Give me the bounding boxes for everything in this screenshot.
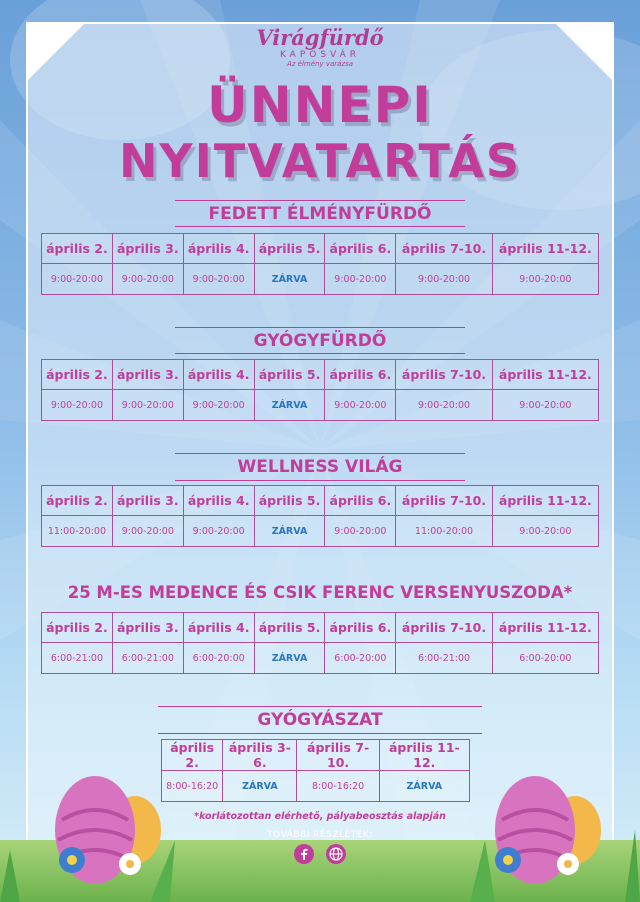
title-line-1: ÜNNEPI xyxy=(207,76,433,134)
day-cell: április 3. xyxy=(112,613,183,643)
schedule-table xyxy=(41,485,599,547)
closed-cell: ZÁRVA xyxy=(379,771,469,802)
hours-cell: 9:00-20:00 xyxy=(112,390,183,421)
section-title: WELLNESS VILÁG xyxy=(237,457,403,477)
hours-cell: 9:00-20:00 xyxy=(492,264,598,295)
day-cell: április 6. xyxy=(325,360,396,390)
day-cell: április 6. xyxy=(325,234,396,264)
day-cell: április 4. xyxy=(183,360,254,390)
divider xyxy=(175,327,465,328)
day-cell: április 5. xyxy=(254,613,325,643)
day-cell: április 3. xyxy=(112,234,183,264)
day-cell: április 7-10. xyxy=(297,740,379,771)
closed-cell: ZÁRVA xyxy=(254,390,325,421)
closed-cell: ZÁRVA xyxy=(254,643,325,674)
hours-cell: 11:00-20:00 xyxy=(42,516,113,547)
social-links xyxy=(0,843,640,864)
hours-cell: 11:00-20:00 xyxy=(396,516,492,547)
closed-cell: ZÁRVA xyxy=(254,264,325,295)
day-cell: április 3. xyxy=(112,360,183,390)
day-cell: április 11-12. xyxy=(492,486,598,516)
day-cell: április 2. xyxy=(42,360,113,390)
hours-cell: 6:00-21:00 xyxy=(396,643,492,674)
day-cell: április 3. xyxy=(112,486,183,516)
day-cell: április 7-10. xyxy=(396,360,492,390)
corner-decoration-left xyxy=(26,22,86,82)
day-cell: április 5. xyxy=(254,360,325,390)
corner-decoration-right xyxy=(554,22,614,82)
closed-cell: ZÁRVA xyxy=(254,516,325,547)
section-title: FEDETT ÉLMÉNYFÜRDŐ xyxy=(208,204,432,224)
hours-cell: 6:00-21:00 xyxy=(42,643,113,674)
more-info-label: TOVÁBBI RÉSZLETEK: xyxy=(267,830,373,840)
hours-cell: 9:00-20:00 xyxy=(42,264,113,295)
day-cell: április 11-12. xyxy=(492,613,598,643)
divider xyxy=(158,706,482,707)
day-cell: április 4. xyxy=(183,613,254,643)
day-cell: április 7-10. xyxy=(396,486,492,516)
section-title: 25 M-ES MEDENCE ÉS CSIK FERENC VERSENYUSZODA* xyxy=(67,583,573,602)
day-cell: április 2. xyxy=(42,486,113,516)
day-cell: április 5. xyxy=(254,486,325,516)
divider xyxy=(175,353,465,354)
hours-cell: 9:00-20:00 xyxy=(396,264,492,295)
title-line-2: NYITVATARTÁS xyxy=(118,134,522,188)
day-cell: április 11-12. xyxy=(492,360,598,390)
day-cell: április 7-10. xyxy=(396,613,492,643)
divider xyxy=(175,453,465,454)
hours-cell: 9:00-20:00 xyxy=(325,264,396,295)
hours-cell: 8:00-16:20 xyxy=(297,771,379,802)
schedule-table xyxy=(41,359,599,421)
hours-cell: 9:00-20:00 xyxy=(112,516,183,547)
divider xyxy=(175,226,465,227)
hours-cell: 6:00-21:00 xyxy=(112,643,183,674)
hours-cell: 9:00-20:00 xyxy=(42,390,113,421)
logo-name: Virágfürdő xyxy=(256,25,384,50)
day-cell: április 2. xyxy=(162,740,223,771)
day-cell: április 6. xyxy=(325,486,396,516)
hours-cell: 8:00-16:20 xyxy=(162,771,223,802)
day-cell: április 11-12. xyxy=(379,740,469,771)
facebook-icon[interactable] xyxy=(294,844,314,864)
schedule-table xyxy=(161,739,470,802)
divider xyxy=(175,200,465,201)
section-title: GYÓGYÁSZAT xyxy=(257,710,383,730)
hours-cell: 9:00-20:00 xyxy=(183,390,254,421)
globe-icon[interactable] xyxy=(326,844,346,864)
hours-cell: 6:00-20:00 xyxy=(183,643,254,674)
day-cell: április 7-10. xyxy=(396,234,492,264)
day-cell: április 6. xyxy=(325,613,396,643)
hours-cell: 9:00-20:00 xyxy=(325,390,396,421)
schedule-table xyxy=(41,612,599,674)
day-cell: április 2. xyxy=(42,613,113,643)
day-cell: április 3-6. xyxy=(223,740,297,771)
day-cell: április 2. xyxy=(42,234,113,264)
logo-tagline: Az élmény varázsa xyxy=(286,60,354,68)
day-cell: április 5. xyxy=(254,234,325,264)
hours-cell: 9:00-20:00 xyxy=(396,390,492,421)
hours-cell: 9:00-20:00 xyxy=(492,390,598,421)
hours-cell: 9:00-20:00 xyxy=(325,516,396,547)
hours-cell: 6:00-20:00 xyxy=(325,643,396,674)
hours-cell: 9:00-20:00 xyxy=(183,264,254,295)
hours-cell: 9:00-20:00 xyxy=(492,516,598,547)
closed-cell: ZÁRVA xyxy=(223,771,297,802)
hours-cell: 9:00-20:00 xyxy=(183,516,254,547)
day-cell: április 4. xyxy=(183,234,254,264)
hours-cell: 9:00-20:00 xyxy=(112,264,183,295)
logo-city: KAPOSVÁR xyxy=(279,50,361,60)
day-cell: április 4. xyxy=(183,486,254,516)
footnote: *korlátozottan elérhető, pályabeosztás alapján xyxy=(194,811,446,822)
divider xyxy=(158,733,482,734)
hours-cell: 6:00-20:00 xyxy=(492,643,598,674)
logo xyxy=(240,26,400,74)
day-cell: április 11-12. xyxy=(492,234,598,264)
schedule-table xyxy=(41,233,599,295)
section-title: GYÓGYFÜRDŐ xyxy=(253,331,387,351)
divider xyxy=(175,480,465,481)
